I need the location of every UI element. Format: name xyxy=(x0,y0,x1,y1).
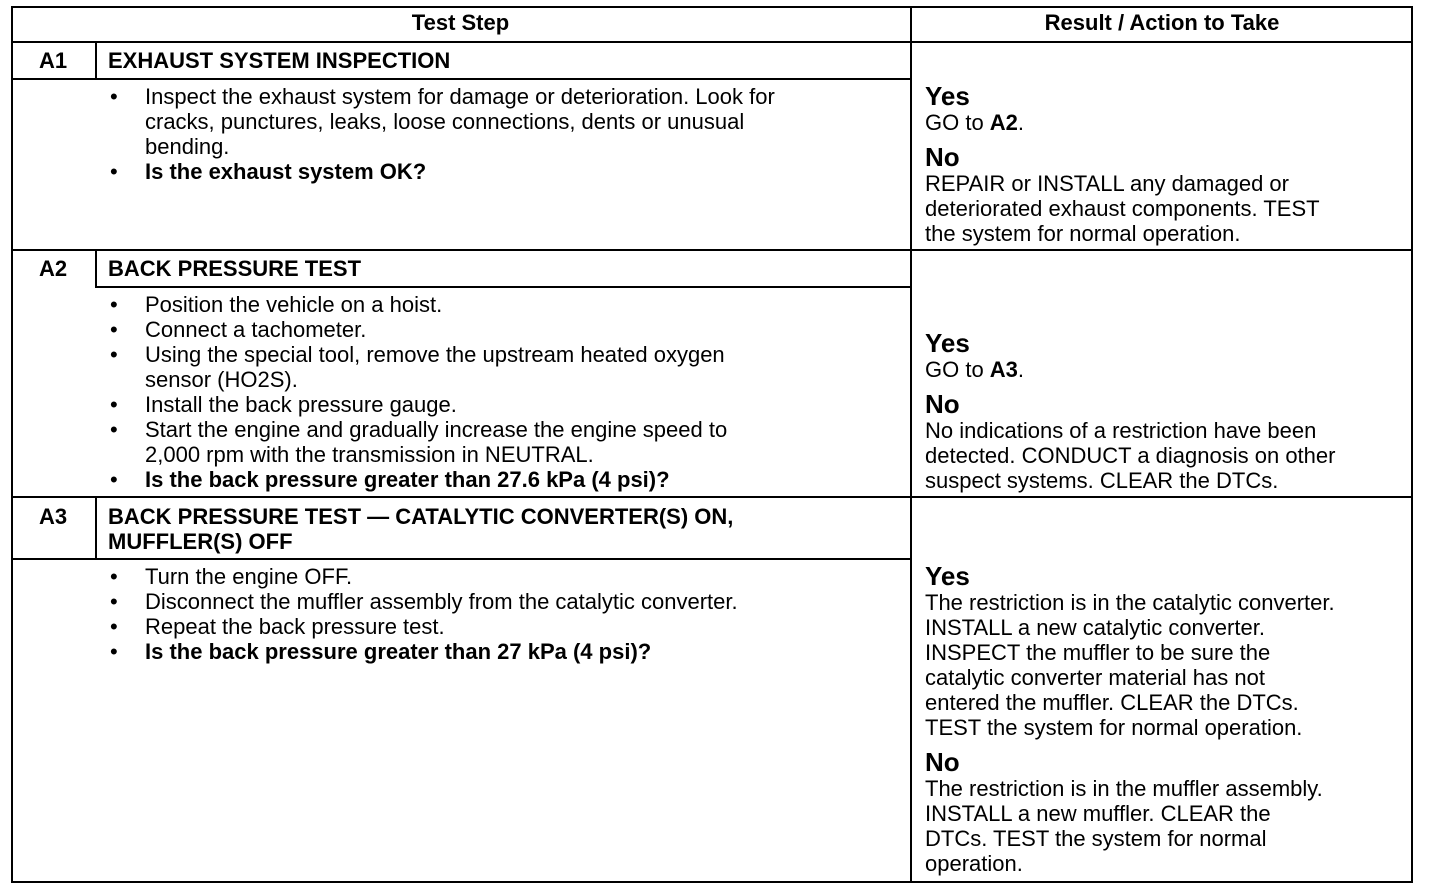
a1-result xyxy=(925,82,1320,254)
a1-question: • Is the exhaust system OK? xyxy=(110,159,775,184)
a1-title-divider xyxy=(11,78,911,80)
yes-action: The restriction is in the catalytic converter. INSTALL a new catalytic converter. INSPECT the muffler to be sure the catalytic converter material has not entered the muffler. CLEAR the DTCs. TEST the system for normal operation. xyxy=(925,590,1335,740)
a2-id-divider xyxy=(95,250,97,288)
step-id-a3: A3 xyxy=(38,504,68,529)
list-item: • Connect a tachometer. xyxy=(110,317,727,342)
a2-question: • Is the back pressure greater than 27.6 kPa (4 psi)? xyxy=(110,467,727,492)
no-action: No indications of a restriction have been detected. CONDUCT a diagnosis on other suspect systems. CLEAR the DTCs. xyxy=(925,418,1336,493)
list-item: • Install the back pressure gauge. xyxy=(110,392,727,417)
step-id-a1: A1 xyxy=(38,48,68,73)
no-action: REPAIR or INSTALL any damaged or deteriorated exhaust components. TEST the system for normal operation. xyxy=(925,171,1320,246)
a3-question: • Is the back pressure greater than 27 kPa (4 psi)? xyxy=(110,639,738,664)
list-item: • Inspect the exhaust system for damage or deterioration. Look for cracks, punctures, leaks, loose connections, dents or unusual bending. xyxy=(110,84,775,159)
list-item: • Repeat the back pressure test. xyxy=(110,614,738,639)
header-test-step: Test Step xyxy=(411,10,510,35)
a3-title-divider xyxy=(11,558,911,560)
list-item: • Start the engine and gradually increase the engine speed to 2,000 rpm with the transmission in NEUTRAL. xyxy=(110,417,727,467)
no-action: The restriction is in the muffler assembly. INSTALL a new muffler. CLEAR the DTCs. TEST the system for normal operation. xyxy=(925,776,1323,876)
header-result-action: Result / Action to Take xyxy=(1044,10,1280,35)
step-title-a1: EXHAUST SYSTEM INSPECTION xyxy=(108,48,451,73)
a3-id-divider xyxy=(95,497,97,560)
yes-action: GO to A2. xyxy=(925,110,1025,135)
list-item: • Disconnect the muffler assembly from the catalytic converter. xyxy=(110,589,738,614)
yes-label: Yes xyxy=(925,561,970,591)
list-item: • Using the special tool, remove the upstream heated oxygen sensor (HO2S). xyxy=(110,342,727,392)
a3-result xyxy=(925,562,1335,884)
a2-title-divider xyxy=(95,286,911,288)
no-label: No xyxy=(925,142,960,172)
a1-id-divider xyxy=(95,41,97,80)
yes-action: GO to A3. xyxy=(925,357,1025,382)
a1-instructions xyxy=(110,84,775,184)
step-title-a2: BACK PRESSURE TEST xyxy=(108,256,362,281)
a2-result xyxy=(925,329,1335,501)
a2-instructions xyxy=(110,292,727,492)
no-label: No xyxy=(925,747,960,777)
list-item: • Turn the engine OFF. xyxy=(110,564,738,589)
header-divider xyxy=(11,41,1413,43)
yes-label: Yes xyxy=(925,81,970,111)
step-title-a3: BACK PRESSURE TEST — CATALYTIC CONVERTER(S) ON, MUFFLER(S) OFF xyxy=(108,504,734,554)
step-id-a2: A2 xyxy=(38,256,68,281)
yes-label: Yes xyxy=(925,328,970,358)
no-label: No xyxy=(925,389,960,419)
a3-instructions xyxy=(110,564,738,664)
column-divider xyxy=(910,6,912,883)
list-item: • Position the vehicle on a hoist. xyxy=(110,292,727,317)
